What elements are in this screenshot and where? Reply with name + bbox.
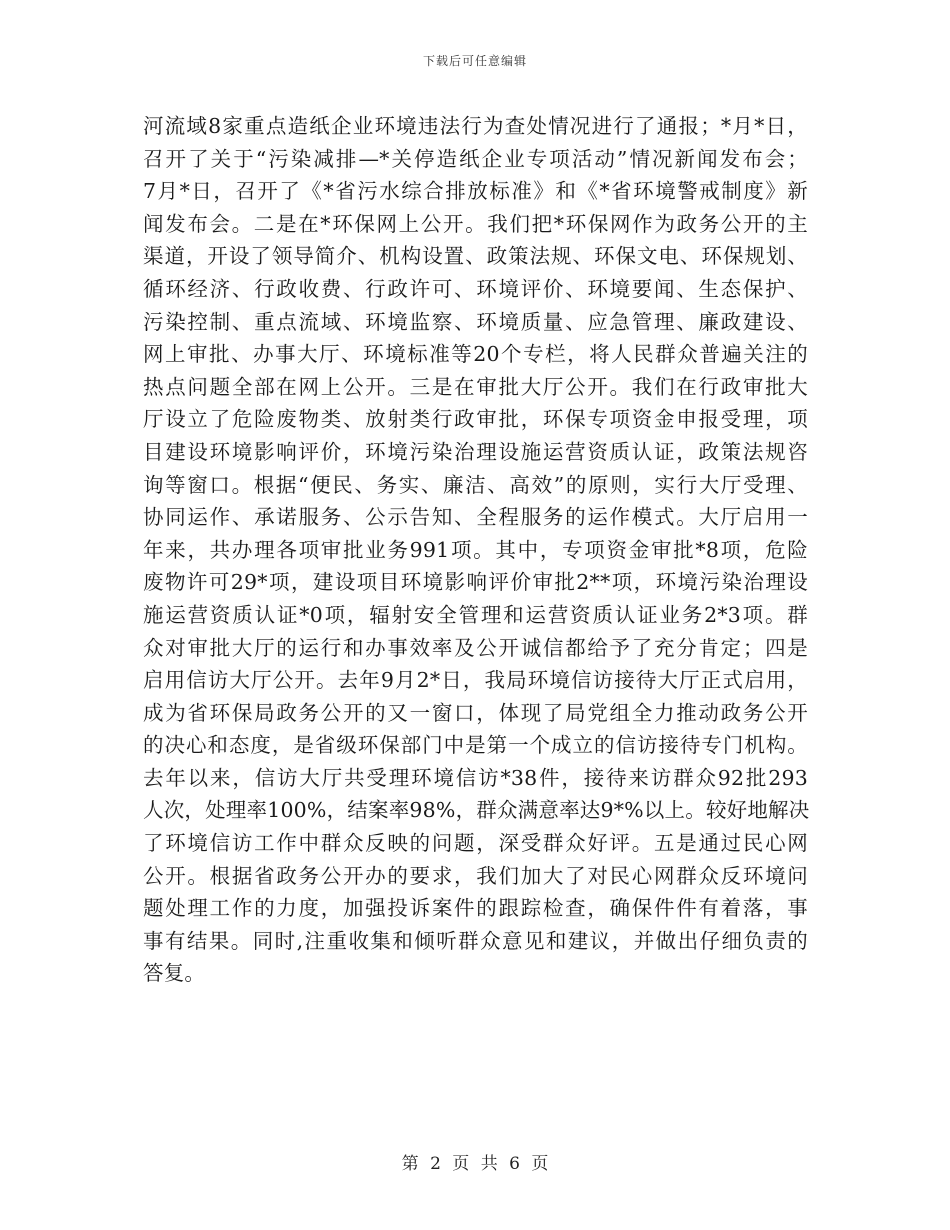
text-line: 启用信访大厅公开。去年9月2*日，我局环境信访接待大厅正式启用， <box>143 668 808 693</box>
text-line: 渠道，开设了领导简介、机构设置、政策法规、环保文电、环保规划、 <box>143 244 808 269</box>
text-line: 公开。根据省政务公开办的要求，我们加大了对民心网群众反环境问 <box>143 863 808 888</box>
text-line: 网上审批、办事大厅、环境标准等20个专栏，将人民群众普遍关注的 <box>143 342 808 367</box>
text-line: 污染控制、重点流域、环境监察、环境质量、应急管理、廉政建设、 <box>143 309 808 334</box>
page-number-footer: 第 2 页 共 6 页 <box>401 1154 549 1174</box>
text-line: 河流域8家重点造纸企业环境违法行为查处情况进行了通报；*月*日， <box>143 114 808 138</box>
text-line: 人次，处理率100%，结案率98%，群众满意率达9*%以上。较好地解决 <box>143 798 810 823</box>
text-line: 询等窗口。根据“便民、务实、廉洁、高效”的原则，实行大厅受理、 <box>143 472 808 497</box>
text-line: 厅设立了危险废物类、放射类行政审批，环保专项资金申报受理，项 <box>143 407 808 432</box>
text-line: 去年以来，信访大厅共受理环境信访*38件，接待来访群众92批293 <box>143 765 808 790</box>
text-line: 废物许可29*项，建设项目环境影响评价审批2**项，环境污染治理设 <box>143 570 808 595</box>
text-line: 闻发布会。二是在*环保网上公开。我们把*环保网作为政务公开的主 <box>143 211 808 236</box>
text-line: 了环境信访工作中群众反映的问题，深受群众好评。五是通过民心网 <box>143 831 808 856</box>
text-line: 年来，共办理各项审批业务991项。其中，专项资金审批*8项，危险 <box>143 537 808 562</box>
text-line: 答复。 <box>143 961 206 986</box>
text-line: 7月*日，召开了《*省污水综合排放标准》和《*省环境警戒制度》新 <box>143 179 808 204</box>
text-line: 协同运作、承诺服务、公示告知、全程服务的运作模式。大厅启用一 <box>143 505 808 530</box>
text-line: 众对审批大厅的运行和办事效率及公开诚信都给予了充分肯定；四是 <box>143 635 808 660</box>
text-line: 召开了关于“污染减排—*关停造纸企业专项活动”情况新闻发布会； <box>143 146 808 171</box>
text-line: 热点问题全部在网上公开。三是在审批大厅公开。我们在行政审批大 <box>143 374 808 399</box>
document-body <box>143 110 808 990</box>
text-line: 目建设环境影响评价，环境污染治理设施运营资质认证，政策法规咨 <box>143 439 808 464</box>
text-line: 的决心和态度，是省级环保部门中是第一个成立的信访接待专门机构。 <box>143 733 808 758</box>
text-line: 循环经济、行政收费、行政许可、环境评价、环境要闻、生态保护、 <box>143 276 808 301</box>
text-line: 成为省环保局政务公开的又一窗口，体现了局党组全力推动政务公开 <box>143 700 808 725</box>
text-line: 施运营资质认证*0项，辐射安全管理和运营资质认证业务2*3项。群 <box>143 602 808 627</box>
page-header: 下载后可任意编辑 <box>422 54 527 68</box>
text-line: 题处理工作的力度，加强投诉案件的跟踪检查，确保件件有着落，事 <box>143 896 808 921</box>
text-line: 事有结果。同时,注重收集和倾听群众意见和建议，并做出仔细负责的 <box>143 928 808 953</box>
